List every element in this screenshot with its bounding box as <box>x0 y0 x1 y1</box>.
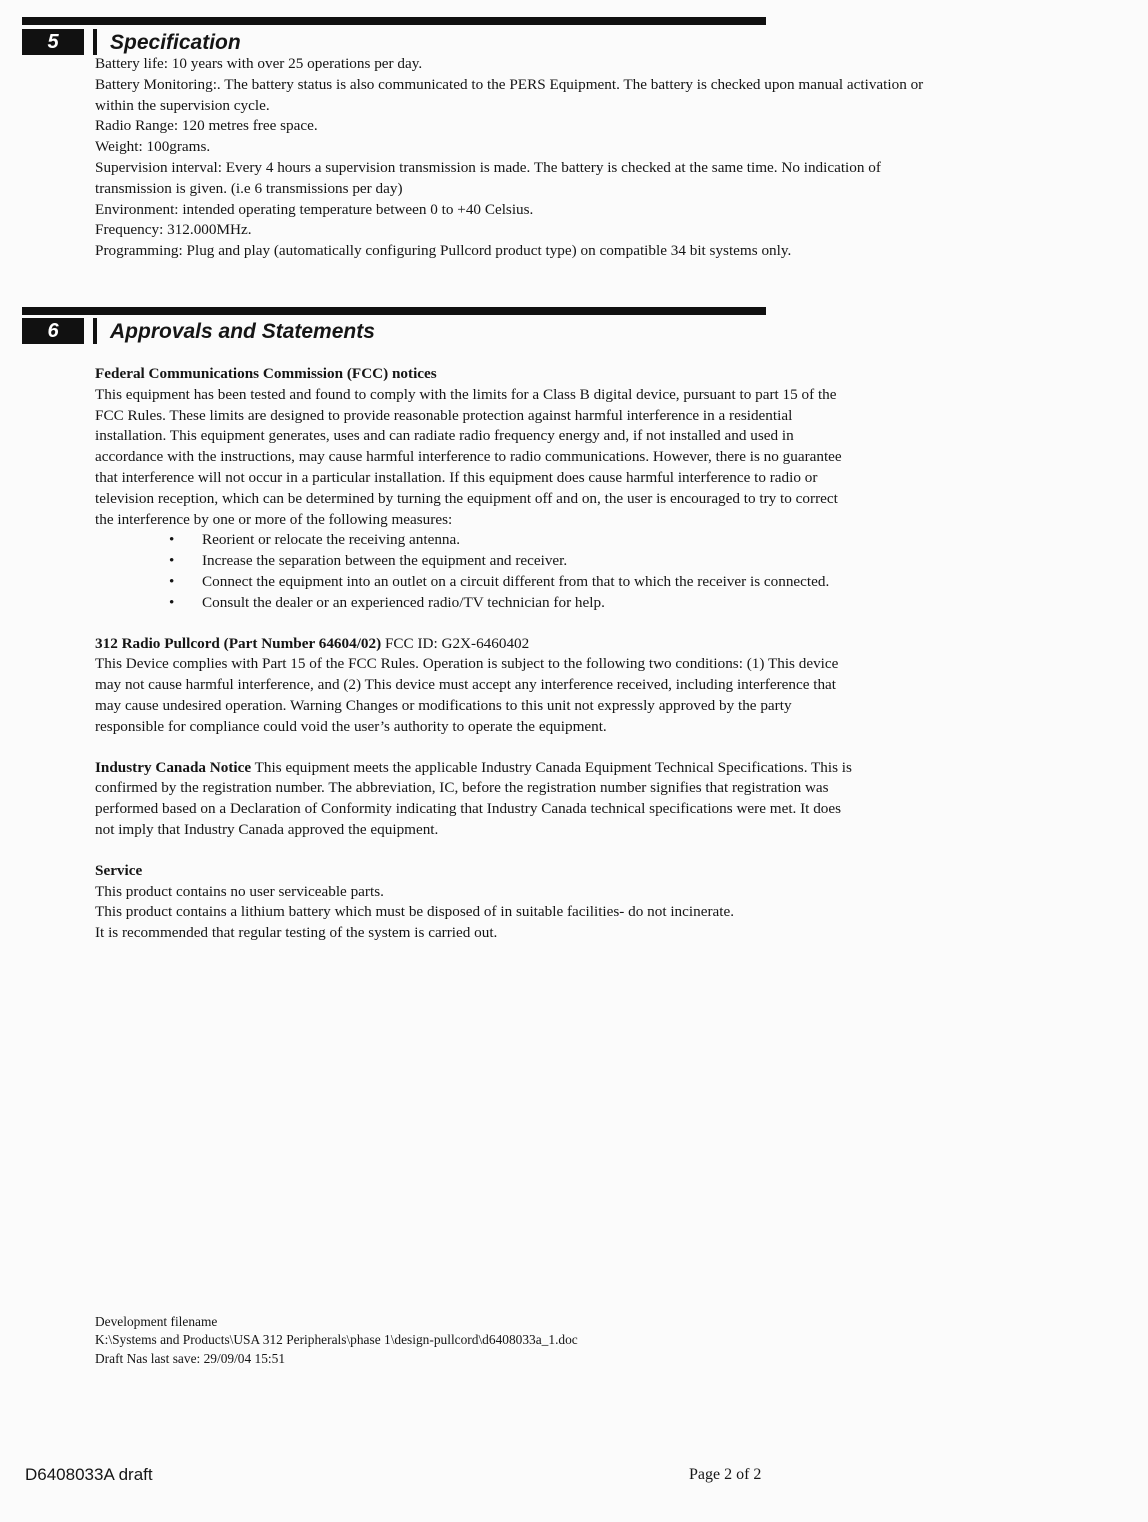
industry-canada-heading: Industry Canada Notice <box>95 758 252 776</box>
spec-line: Frequency: 312.000MHz. <box>95 221 252 239</box>
fcc-line: FCC Rules. These limits are designed to provide reasonable protection against harmful interference in a residential <box>95 406 793 424</box>
bullet-icon: • <box>169 572 175 590</box>
development-path: K:\Systems and Products\USA 312 Peripherals\phase 1\design-pullcord\d6408033a_1.doc <box>95 1332 578 1348</box>
industry-canada-intro: This equipment meets the applicable Industry Canada Equipment Technical Specifications. This is <box>251 758 852 776</box>
pullcord-heading: 312 Radio Pullcord (Part Number 64604/02) <box>95 634 382 652</box>
service-heading: Service <box>95 861 143 879</box>
pullcord-fcc-id: FCC ID: G2X-6460402 <box>381 634 530 652</box>
industry-canada-line: confirmed by the registration number. The abbreviation, IC, before the registration number signifies that registration was <box>95 779 829 797</box>
section-5-number: 5 <box>22 29 84 55</box>
service-line: This product contains no user serviceable parts. <box>95 882 384 900</box>
spec-line: Supervision interval: Every 4 hours a supervision transmission is made. The battery is checked at the same time. No indication of <box>95 158 881 176</box>
section-5-title: Specification <box>93 29 241 55</box>
list-item-text: Consult the dealer or an experienced radio/TV technician for help. <box>202 593 605 611</box>
approvals-body <box>95 364 995 944</box>
list-item <box>95 530 995 551</box>
list-item <box>95 593 995 614</box>
development-info <box>95 1313 795 1368</box>
fcc-line: This equipment has been tested and found to comply with the limits for a Class B digital device, pursuant to part 15 of the <box>95 385 837 403</box>
industry-canada-line: performed based on a Declaration of Conformity indicating that Industry Canada technical specifications were met. It does <box>95 800 842 818</box>
list-item <box>95 551 995 572</box>
bullet-icon: • <box>169 552 175 570</box>
spec-line: Battery Monitoring:. The battery status is also communicated to the PERS Equipment. The battery is checked upon manual activation or <box>95 75 924 93</box>
section-6-title: Approvals and Statements <box>93 318 375 344</box>
fcc-line: accordance with the instructions, may cause harmful interference to radio communications. However, there is no guarantee <box>95 448 842 466</box>
footer-page-number: Page 2 of 2 <box>689 1466 762 1483</box>
bullet-icon: • <box>169 531 175 549</box>
list-item-text: Increase the separation between the equipment and receiver. <box>202 552 568 570</box>
fcc-line: the interference by one or more of the following measures: <box>95 510 453 528</box>
fcc-measures-list <box>95 530 995 613</box>
development-label: Development filename <box>95 1314 218 1329</box>
spec-line: transmission is given. (i.e 6 transmissions per day) <box>95 179 403 197</box>
spec-line: Environment: intended operating temperature between 0 to +40 Celsius. <box>95 200 534 218</box>
industry-canada-first-line <box>95 758 995 779</box>
spec-line: Programming: Plug and play (automatically configuring Pullcord product type) on compatible 34 bit systems only. <box>95 242 792 260</box>
development-last-save: Draft Nas last save: 29/09/04 15:51 <box>95 1350 286 1366</box>
spec-line: within the supervision cycle. <box>95 96 270 114</box>
spec-line: Weight: 100grams. <box>95 138 211 156</box>
spec-line: Battery life: 10 years with over 25 operations per day. <box>95 55 423 72</box>
specification-body <box>95 54 1095 262</box>
section-5-rule <box>22 17 766 25</box>
spec-line: Radio Range: 120 metres free space. <box>95 117 318 135</box>
pullcord-line: may cause undesired operation. Warning Changes or modifications to this unit not expressly approved by the party <box>95 696 792 714</box>
pullcord-line: responsible for compliance could void the user’s authority to operate the equipment. <box>95 717 607 735</box>
service-line: It is recommended that regular testing of the system is carried out. <box>95 924 498 942</box>
pullcord-line: may not cause harmful interference, and (2) This device must accept any interference received, including interference that <box>95 676 837 694</box>
fcc-line: that interference will not occur in a particular installation. If this equipment does cause harmful interference to radio or <box>95 468 818 486</box>
fcc-line: television reception, which can be determined by turning the equipment off and on, the user is encouraged to try to correct <box>95 489 838 507</box>
pullcord-heading-line <box>95 634 995 655</box>
fcc-line: installation. This equipment generates, uses and can radiate radio frequency energy and, if not installed and used in <box>95 427 794 445</box>
section-6-rule <box>22 307 766 315</box>
section-6-number: 6 <box>22 318 84 344</box>
list-item <box>95 572 995 593</box>
footer-doc-id: D6408033A draft <box>25 1465 153 1484</box>
pullcord-line: This Device complies with Part 15 of the FCC Rules. Operation is subject to the following two conditions: (1) This device <box>95 655 839 673</box>
service-line: This product contains a lithium battery which must be disposed of in suitable facilities- do not incinerate. <box>95 903 734 921</box>
list-item-text: Reorient or relocate the receiving antenna. <box>202 531 461 549</box>
list-item-text: Connect the equipment into an outlet on a circuit different from that to which the receiver is connected. <box>202 572 830 590</box>
fcc-heading: Federal Communications Commission (FCC) notices <box>95 365 437 382</box>
bullet-icon: • <box>169 593 175 611</box>
industry-canada-line: not imply that Industry Canada approved the equipment. <box>95 820 439 838</box>
